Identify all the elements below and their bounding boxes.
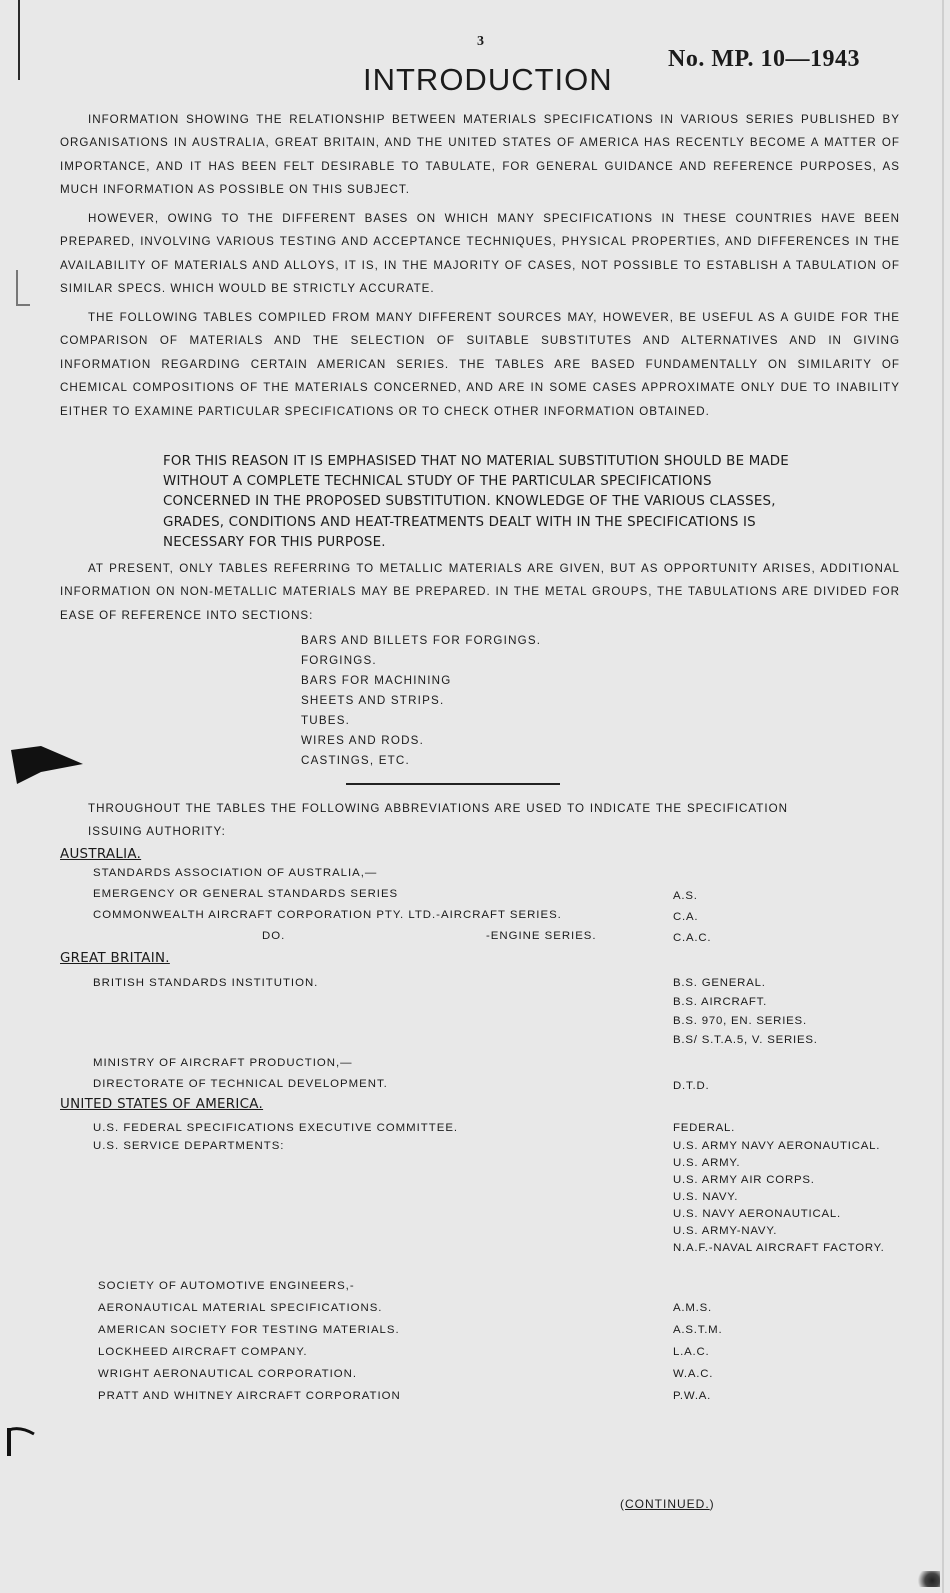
heading-united-states: UNITED STATES OF AMERICA. [60,1097,264,1112]
abbreviation: D.T.D. [673,1080,710,1092]
abbreviation: B.S. GENERAL. [673,977,766,989]
section-item: CASTINGS, ETC. [301,754,410,767]
section-item: WIRES AND RODS. [301,734,425,747]
paragraph-5: THROUGHOUT THE TABLES THE FOLLOWING ABBREVIATIONS ARE USED TO INDICATE THE SPECIFICATION ISSUING AUTHORITY: [88,802,788,839]
australia-line: STANDARDS ASSOCIATION OF AUSTRALIA,— [93,867,378,879]
section-item: TUBES. [301,714,351,727]
section-item: FORGINGS. [301,654,377,667]
page-number: 3 [477,34,484,49]
section-item: SHEETS AND STRIPS. [301,694,445,707]
paragraph-3: THE FOLLOWING TABLES COMPILED FROM MANY DIFFERENT SOURCES MAY, HOWEVER, BE USEFUL AS A GUIDE FOR THE COMPARISON OF MATERIALS AND THE SELECTION OF SUITABLE SUBSTITUTES AND ALTERNATIVES AND IN GIVING INFORMATION REGARDING CERTAIN AMERICAN SERIES. THE TABLES ARE BASED FUNDAMENTALLY ON SIMILARITY OF CHEMICAL COMPOSITIONS OF THE MATERIALS CONCERNED, AND ARE IN SOME CASES APPROXIMATE ONLY DUE TO INABILITY EITHER TO EXAMINE PARTICULAR SPECIFICATIONS OR TO CHECK OTHER INFORMATION OBTAINED. [60,311,900,418]
abbreviation: U.S. ARMY. [673,1157,741,1169]
abbreviation: A.M.S. [673,1302,712,1314]
australia-line: COMMONWEALTH AIRCRAFT CORPORATION PTY. LTD.-AIRCRAFT SERIES. [93,909,562,921]
usa-line: WRIGHT AERONAUTICAL CORPORATION. [98,1368,357,1380]
corner-mark-icon [6,1424,38,1458]
gb-line: MINISTRY OF AIRCRAFT PRODUCTION,— [93,1057,353,1069]
margin-bracket-mark [16,270,30,306]
document-number: No. MP. 10—1943 [668,46,860,72]
australia-line: -ENGINE SERIES. [486,930,597,942]
usa-line: AMERICAN SOCIETY FOR TESTING MATERIALS. [98,1324,400,1336]
emphasis-paragraph: FOR THIS REASON IT IS EMPHASISED THAT NO MATERIAL SUBSTITUTION SHOULD BE MADE WITHOUT A COMPLETE TECHNICAL STUDY OF THE PARTICULAR SPECIFICATIONS CONCERNED IN THE PROPOSED SUBSTITUTION. KNOWLEDGE OF THE VARIOUS CLASSES, GRADES, CONDITIONS AND HEAT-TREATMENTS DEALT WITH IN THE SPECIFICATIONS IS NECESSARY FOR THIS PURPOSE. [163,454,789,550]
page-edge-shadow [942,0,944,1593]
sections-list [301,631,541,771]
pointing-arrow-icon [11,744,87,784]
paragraph-4: AT PRESENT, ONLY TABLES REFERRING TO METALLIC MATERIALS ARE GIVEN, BUT AS OPPORTUNITY ARISES, ADDITIONAL INFORMATION ON NON-METALLIC MATERIALS MAY BE PREPARED. IN THE METAL GROUPS, THE TABULATIONS ARE DIVIDED FOR EASE OF REFERENCE INTO SECTIONS: [60,562,900,622]
usa-line: U.S. FEDERAL SPECIFICATIONS EXECUTIVE COMMITTEE. [93,1122,459,1134]
page-edge-mark [18,0,20,80]
abbreviation: C.A. [673,911,699,923]
abbreviation: C.A.C. [673,932,712,944]
usa-line: U.S. SERVICE DEPARTMENTS: [93,1140,285,1152]
abbreviation: U.S. NAVY. [673,1191,739,1203]
page-blemish [914,1571,940,1587]
paragraph-1: INFORMATION SHOWING THE RELATIONSHIP BETWEEN MATERIALS SPECIFICATIONS IN VARIOUS SERIES PUBLISHED BY ORGANISATIONS IN AUSTRALIA, GREAT BRITAIN, AND THE UNITED STATES OF AMERICA HAS RECENTLY BECOME A MATTER OF IMPORTANCE, AND IT HAS BEEN FELT DESIRABLE TO TABULATE, FOR GENERAL GUIDANCE AND REFERENCE PURPOSES, AS MUCH INFORMATION AS POSSIBLE ON THIS SUBJECT. [60,113,900,197]
continued-note: (CONTINUED.) [620,1497,715,1511]
abbreviation: U.S. ARMY-NAVY. [673,1225,778,1237]
page-title: INTRODUCTION [363,62,613,97]
gb-line: DIRECTORATE OF TECHNICAL DEVELOPMENT. [93,1078,388,1090]
abbreviation: FEDERAL. [673,1122,736,1134]
abbreviation: B.S/ S.T.A.5, V. SERIES. [673,1034,818,1046]
abbreviation: N.A.F.-NAVAL AIRCRAFT FACTORY. [673,1242,885,1254]
heading-great-britain: GREAT BRITAIN. [60,951,170,966]
abbreviation: W.A.C. [673,1368,714,1380]
australia-line: EMERGENCY OR GENERAL STANDARDS SERIES [93,888,399,900]
section-item: BARS FOR MACHINING [301,674,452,687]
divider-rule [346,783,560,785]
abbreviation: A.S.T.M. [673,1324,723,1336]
usa-line: LOCKHEED AIRCRAFT COMPANY. [98,1346,308,1358]
abbreviation: P.W.A. [673,1390,712,1402]
continued-label: CONTINUED. [625,1497,710,1511]
abbreviation: U.S. NAVY AERONAUTICAL. [673,1208,841,1220]
abbreviation: A.S. [673,890,698,902]
abbreviation: L.A.C. [673,1346,710,1358]
usa-line: PRATT AND WHITNEY AIRCRAFT CORPORATION [98,1390,401,1402]
abbreviation: B.S. 970, EN. SERIES. [673,1015,807,1027]
abbreviation: B.S. AIRCRAFT. [673,996,768,1008]
ditto-mark: DO. [262,930,286,942]
paragraph-2: HOWEVER, OWING TO THE DIFFERENT BASES ON WHICH MANY SPECIFICATIONS IN THESE COUNTRIES HAVE BEEN PREPARED, INVOLVING VARIOUS TESTING AND ACCEPTANCE TECHNIQUES, PHYSICAL PROPERTIES, AND DIFFERENCES IN THE AVAILABILITY OF MATERIALS AND ALLOYS, IT IS, IN THE MAJORITY OF CASES, NOT POSSIBLE TO ESTABLISH A TABULATION OF SIMILAR SPECS. WHICH WOULD BE STRICTLY ACCURATE. [60,212,900,296]
section-item: BARS AND BILLETS FOR FORGINGS. [301,634,542,647]
gb-line: BRITISH STANDARDS INSTITUTION. [93,977,319,989]
heading-australia: AUSTRALIA. [60,847,142,862]
usa-line: AERONAUTICAL MATERIAL SPECIFICATIONS. [98,1302,383,1314]
abbreviation: U.S. ARMY NAVY AERONAUTICAL. [673,1140,881,1152]
usa-line: SOCIETY OF AUTOMOTIVE ENGINEERS,- [98,1280,355,1292]
abbreviation: U.S. ARMY AIR CORPS. [673,1174,815,1186]
